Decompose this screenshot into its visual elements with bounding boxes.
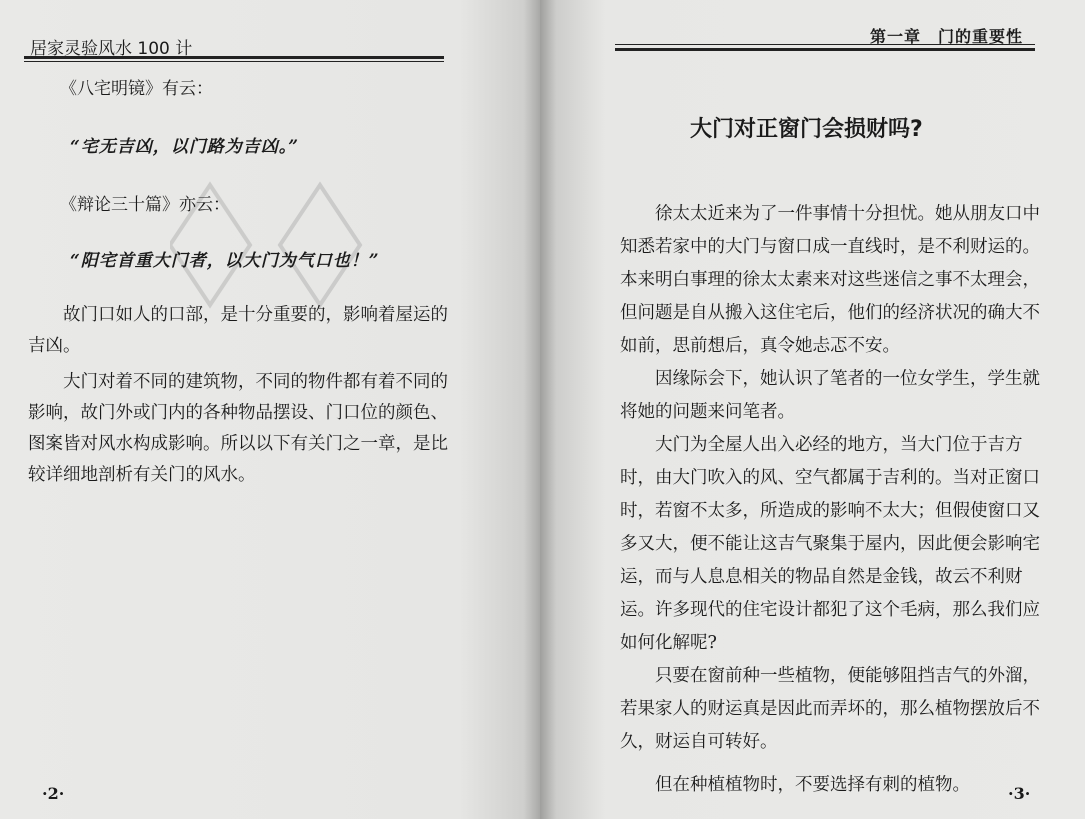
left-page xyxy=(0,0,540,819)
quote2-source: 《辩论三十篇》亦云： xyxy=(60,195,230,215)
left-body xyxy=(28,300,448,491)
page-number-right: ·3· xyxy=(1008,784,1031,803)
running-head-left: 居家灵验风水 100 计 xyxy=(30,39,193,59)
quote1-text: “宅无吉凶，以门路为吉凶。” xyxy=(70,137,300,157)
article-title: 大门对正窗门会损财吗? xyxy=(690,117,923,142)
quote2-text: “阳宅首重大门者，以大门为气口也！” xyxy=(70,251,380,271)
right-body xyxy=(620,198,1050,802)
right-page xyxy=(540,0,1085,819)
header-rule-thin xyxy=(24,61,444,62)
running-head-right: 第一章 门的重要性 xyxy=(870,27,1024,46)
header-rule xyxy=(615,48,1035,51)
header-rule-thin xyxy=(615,44,1035,45)
paragraph: 只要在窗前种一些植物，便能够阻挡吉气的外溜，若果家人的财运真是因此而弄坏的，那么植物摆放后不久，财运自可转好。 xyxy=(620,666,1040,752)
paragraph: 大门为全屋人出入必经的地方，当大门位于吉方时，由大门吹入的风、空气都属于吉利的。当对正窗口时，若窗不太多，所造成的影响不太大；但假使窗口又多又大，便不能让这吉气聚集于屋内，因此便会影响宅运，而与人息息相关的物品自然是金钱，故云不利财运。许多现代的住宅设计都犯了这个毛病，那么我们应如何化解呢? xyxy=(620,435,1040,653)
paragraph: 大门对着不同的建筑物，不同的物件都有着不同的影响，故门外或门内的各种物品摆设、门口位的颜色、图案皆对风水构成影响。所以以下有关门之一章，是比较详细地剖析有关门的风水。 xyxy=(28,372,448,485)
paragraph: 但在种植植物时，不要选择有刺的植物。 xyxy=(655,775,970,795)
paragraph: 故门口如人的口部，是十分重要的，影响着屋运的吉凶。 xyxy=(28,305,448,356)
header-rule xyxy=(24,56,444,59)
paragraph: 因缘际会下，她认识了笔者的一位女学生，学生就将她的问题来问笔者。 xyxy=(620,369,1040,422)
page-number-left: ·2· xyxy=(42,784,65,803)
paragraph: 徐太太近来为了一件事情十分担忧。她从朋友口中知悉若家中的大门与窗口成一直线时，是不利财运的。本来明白事理的徐太太素来对这些迷信之事不太理会，但问题是自从搬入这住宅后，他们的经济状况的确大不如前，思前想后，真令她忐忑不安。 xyxy=(620,204,1040,356)
quote1-source: 《八宅明镜》有云： xyxy=(60,79,213,99)
